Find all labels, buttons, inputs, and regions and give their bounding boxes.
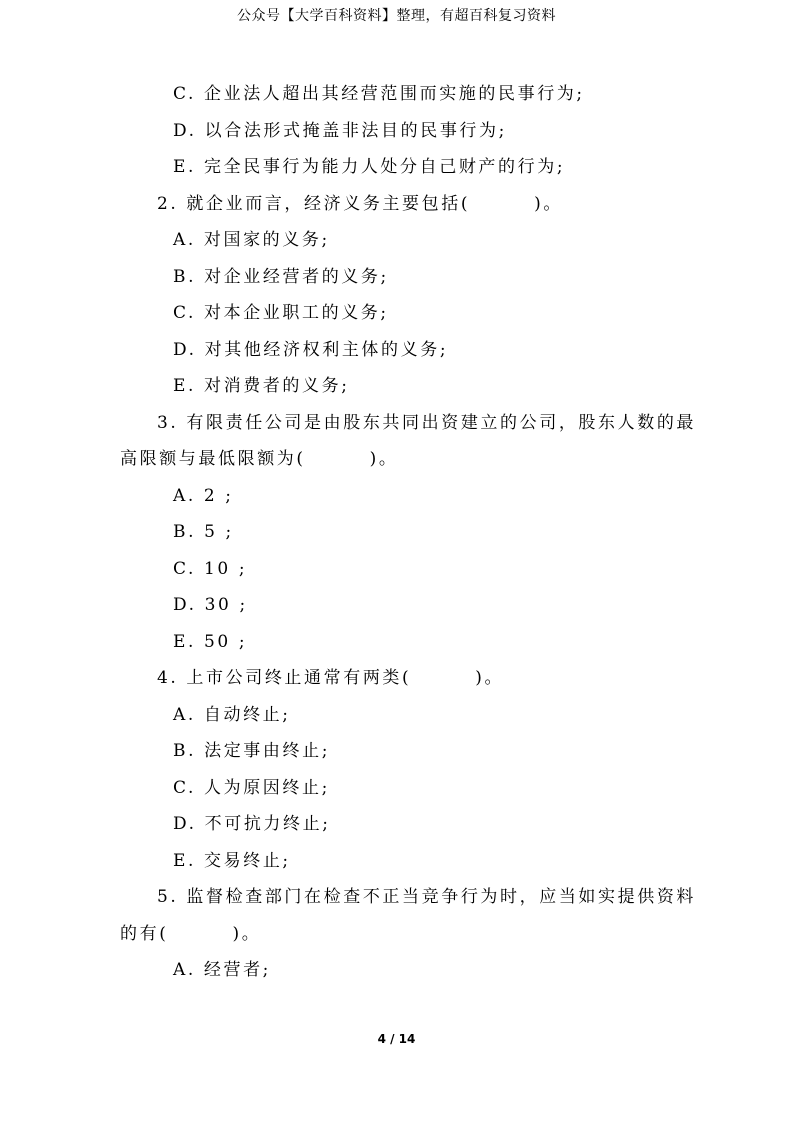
question-continuation: 高限额与最低限额为( )。	[120, 449, 399, 469]
document-body	[120, 76, 697, 989]
option-line: A. 2 ;	[173, 485, 234, 506]
question-line: 3. 有限责任公司是由股东共同出资建立的公司，股东人数的最	[157, 412, 697, 433]
option-line: A. 对国家的义务;	[173, 230, 330, 250]
option-line: E. 完全民事行为能力人处分自己财产的行为;	[173, 157, 566, 177]
option-line: C. 10 ;	[173, 558, 248, 579]
option-line: C. 企业法人超出其经营范围而实施的民事行为;	[173, 84, 585, 104]
option-line: C. 对本企业职工的义务;	[173, 303, 389, 323]
option-line: A. 经营者;	[173, 960, 272, 980]
question-line: 4. 上市公司终止通常有两类( )。	[157, 668, 505, 688]
option-line: E. 50 ;	[173, 631, 248, 652]
option-line: B. 5 ;	[173, 522, 234, 542]
option-line: D. 30 ;	[173, 595, 248, 615]
page-number: 4 / 14	[377, 1032, 416, 1046]
option-line: A. 自动终止;	[173, 704, 291, 725]
option-line: B. 法定事由终止;	[173, 741, 331, 761]
page-header: 公众号【大学百科资料】整理，有超百科复习资料	[237, 8, 556, 24]
question-line: 5. 监督检查部门在检查不正当竞争行为时，应当如实提供资料	[157, 887, 697, 907]
question-continuation: 的有( )。	[120, 923, 262, 944]
option-line: D. 以合法形式掩盖非法目的民事行为;	[173, 120, 507, 141]
option-line: D. 不可抗力终止;	[173, 814, 331, 834]
option-line: E. 交易终止;	[173, 850, 291, 871]
question-line: 2. 就企业而言，经济义务主要包括( )。	[157, 193, 563, 214]
option-line: B. 对企业经营者的义务;	[173, 266, 389, 287]
option-line: E. 对消费者的义务;	[173, 376, 350, 396]
option-line: D. 对其他经济权利主体的义务;	[173, 339, 449, 360]
option-line: C. 人为原因终止;	[173, 777, 330, 798]
